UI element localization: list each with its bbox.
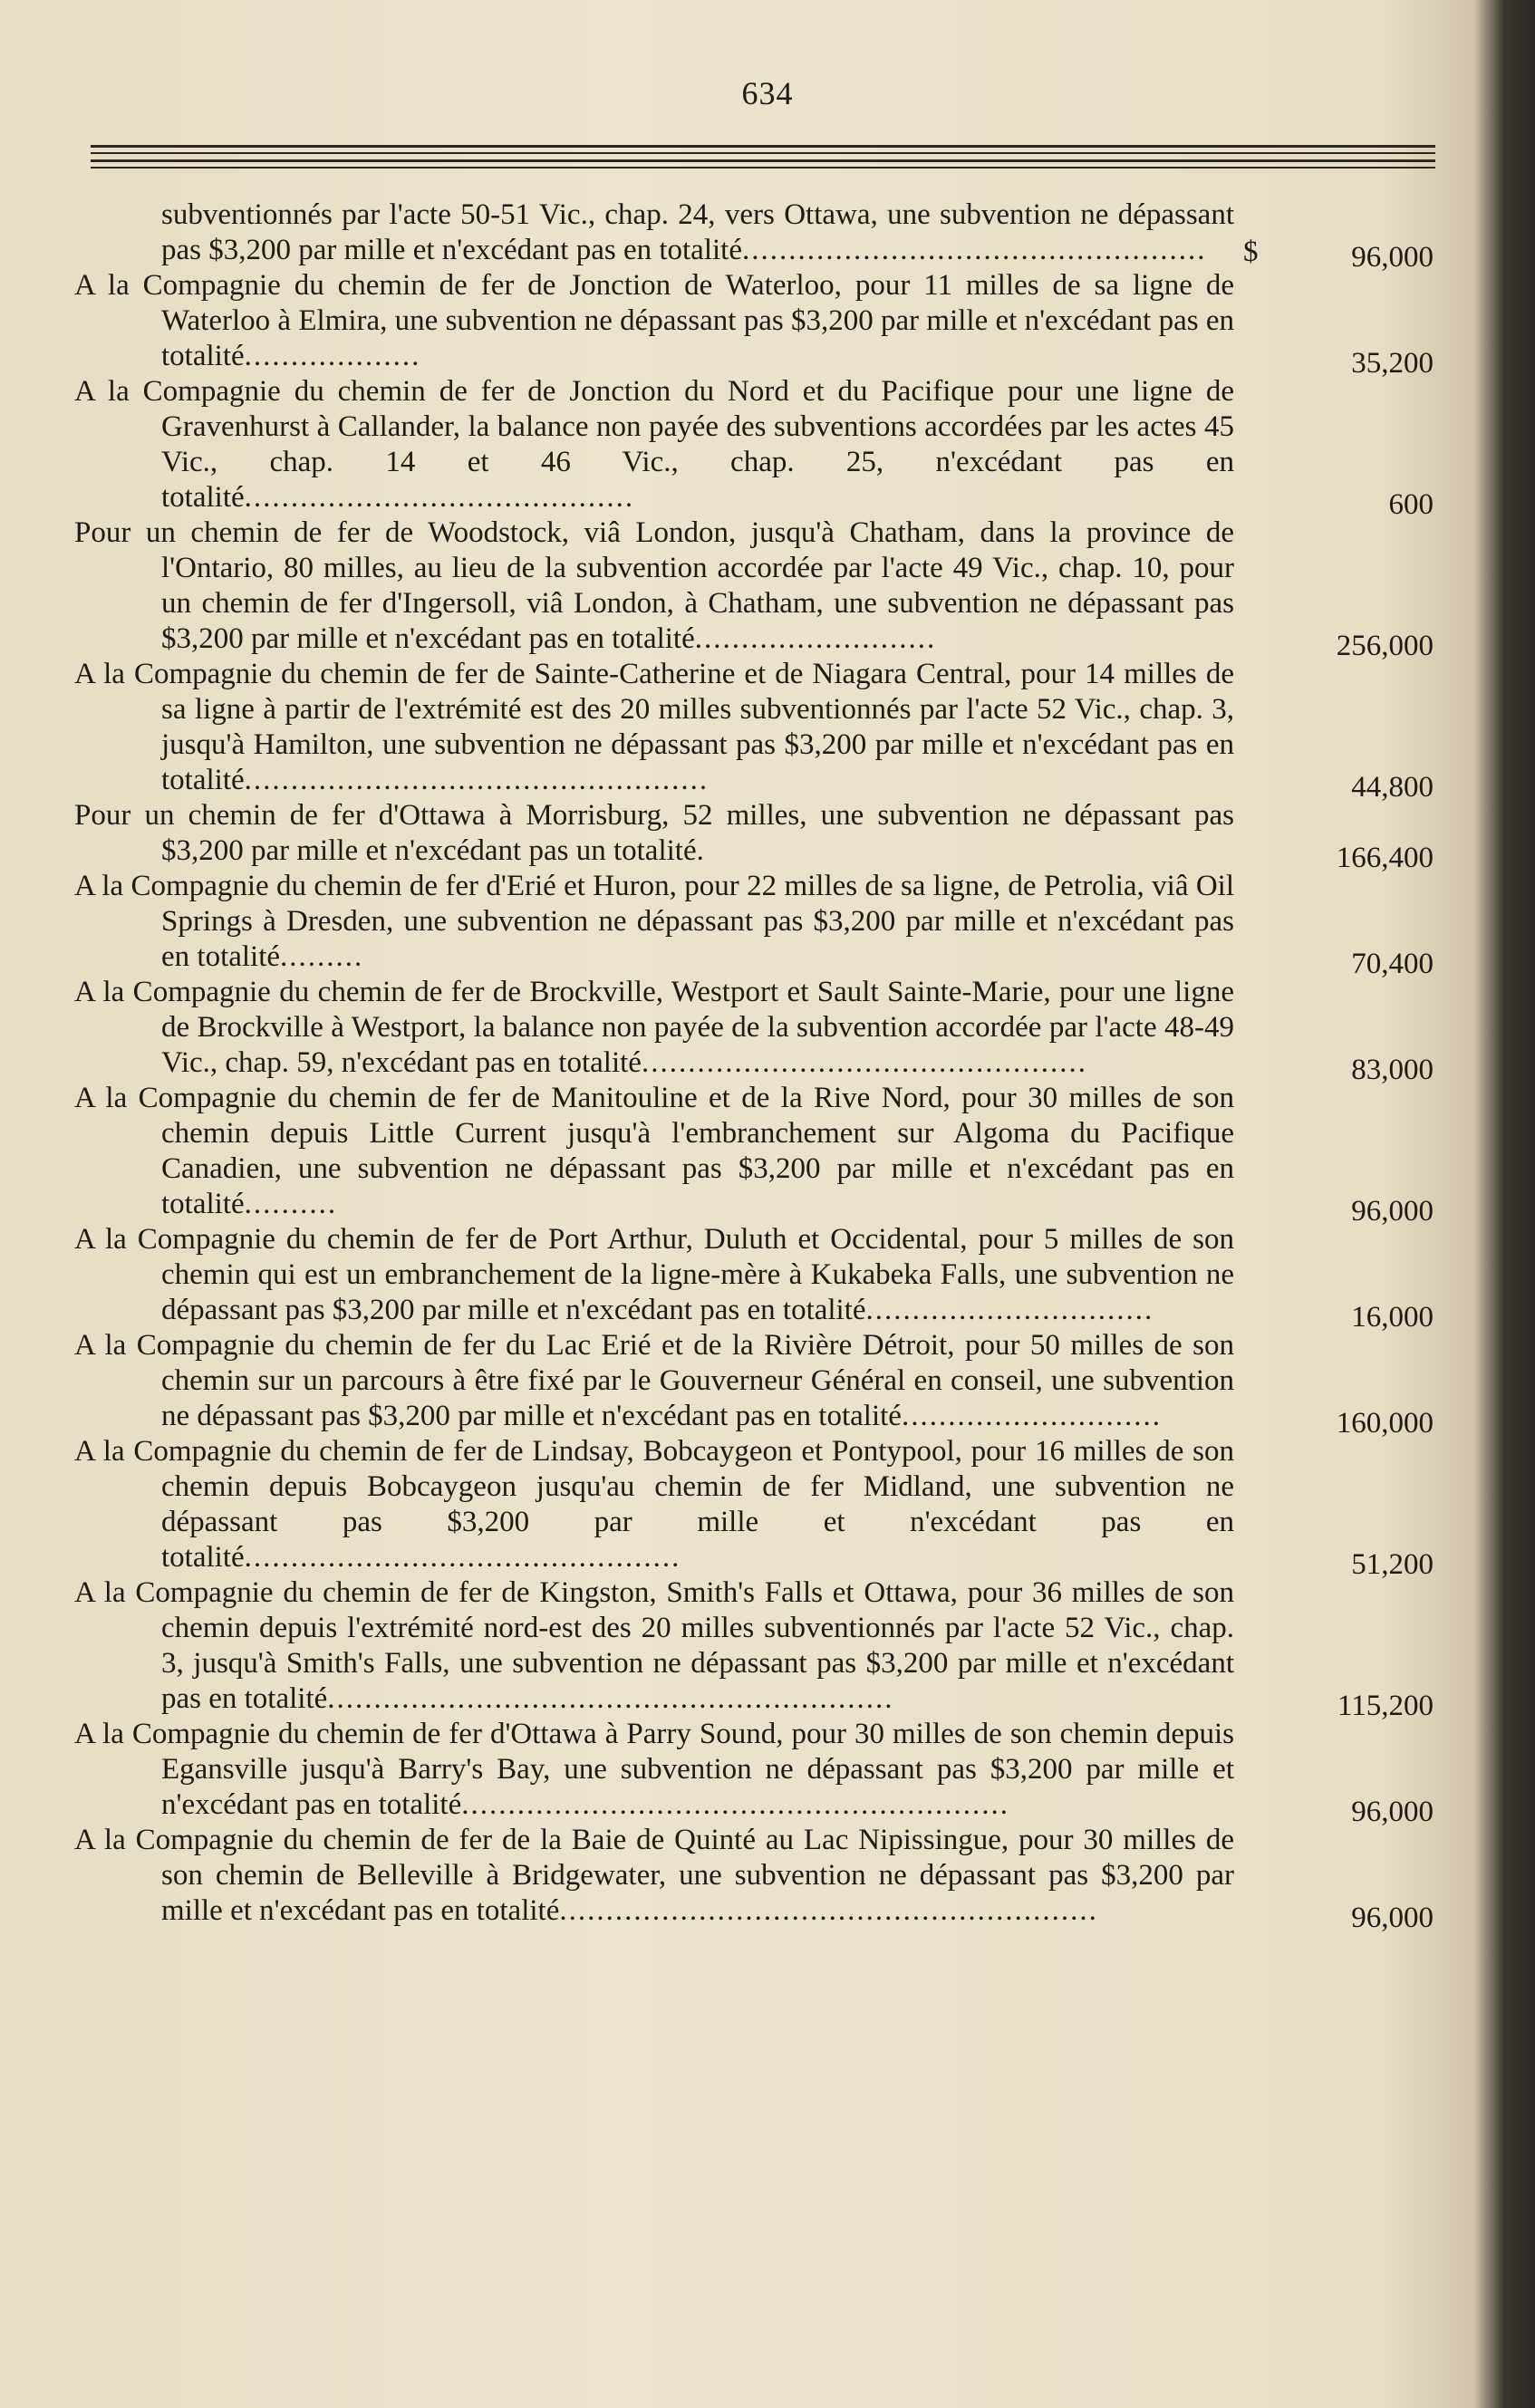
subsidy-entry — [74, 374, 1434, 521]
dot-leaders: ............................................................. — [327, 1682, 894, 1715]
entry-amount: 96,000 — [1351, 241, 1434, 274]
entry-amount: 51,200 — [1351, 1548, 1434, 1581]
dot-leaders: ............................................... — [244, 1541, 681, 1574]
entry-amount: 115,200 — [1337, 1690, 1434, 1722]
subsidy-entry — [74, 515, 1434, 662]
subsidy-entry — [74, 268, 1434, 380]
entry-text — [74, 197, 1234, 268]
dot-leaders: ................................................ — [641, 1046, 1087, 1079]
subsidy-entry — [74, 657, 1434, 804]
dot-leaders: ......... — [280, 940, 364, 973]
dot-leaders: ............................... — [865, 1294, 1154, 1326]
entry-description: A la Compagnie du chemin de fer du Lac Erié et de la Rivière Détroit, pour 50 milles de son chemin sur un parcours à être fixé par le Gouverneur Général en conseil, une subvention ne dépassant pas $3,200 par mille et n'excédant pas en totalité — [74, 1329, 1234, 1432]
entry-amount: 160,000 — [1336, 1407, 1434, 1440]
dot-leaders: .................................................. — [244, 764, 710, 796]
entry-text — [74, 657, 1234, 798]
entry-description: A la Compagnie du chemin de fer de la Baie de Quinté au Lac Nipissingue, pour 30 milles de son chemin de Belleville à Bridgewater, une subvention ne dépassant pas $3,200 par mille et n'excédant pas en totalité — [74, 1824, 1234, 1927]
subsidy-entry — [74, 197, 1434, 274]
page-number: 634 — [741, 75, 794, 111]
entry-text — [74, 975, 1234, 1081]
subsidy-entry — [74, 798, 1434, 874]
subsidy-entry — [74, 1717, 1434, 1828]
entry-description: A la Compagnie du chemin de fer d'Erié et Huron, pour 22 milles de sa ligne, de Petrolia, viâ Oil Springs à Dresden, une subvention ne dépassant pas $3,200 par mille et n'excédant pas en totalité — [74, 870, 1234, 973]
entry-text — [74, 1823, 1234, 1929]
entry-text — [74, 1081, 1234, 1222]
entry-text — [74, 515, 1234, 657]
dot-leaders: .......................... — [694, 622, 937, 655]
entry-text — [74, 1222, 1234, 1328]
dot-leaders: .................................................. — [742, 234, 1207, 266]
entry-description: A la Compagnie du chemin de fer de Brockville, Westport et Sault Sainte-Marie, pour une ligne de Brockville à Westport, la balance non payée de la subvention accordée par l'acte 48-49 Vic., chap. 59, n'excédant pas en totalité — [74, 976, 1234, 1079]
subsidy-entry — [74, 1222, 1434, 1334]
entry-text — [74, 869, 1234, 975]
entry-amount: 16,000 — [1351, 1301, 1434, 1334]
dot-leaders: ............................ — [901, 1400, 1162, 1432]
dot-leaders: ................... — [244, 340, 421, 372]
entry-text — [74, 1328, 1234, 1434]
header-rule — [91, 152, 1435, 154]
dot-leaders: ........................................................... — [461, 1788, 1009, 1821]
entry-text — [74, 1575, 1234, 1717]
subsidy-entry — [74, 1823, 1434, 1934]
header-rule — [91, 167, 1435, 169]
dot-leaders: .......... — [244, 1188, 338, 1220]
entry-amount: 166,400 — [1336, 842, 1434, 874]
entry-description: A la Compagnie du chemin de fer de Kingston, Smith's Falls et Ottawa, pour 36 milles de son chemin depuis l'extrémité nord-est des 20 milles subventionnés par l'acte 52 Vic., chap. 3, jusqu'à Smith's Falls, une subvention ne dépassant pas $3,200 par mille et n'excédant pas en totalité — [74, 1576, 1234, 1715]
subsidy-list — [74, 197, 1434, 1934]
entry-description: A la Compagnie du chemin de fer de Lindsay, Bobcaygeon et Pontypool, pour 16 milles de son chemin depuis Bobcaygeon jusqu'au chemin de fer Midland, une subvention ne dépassant pas $3,200 par mille et n'excédant pas en totalité — [74, 1435, 1234, 1574]
entry-amount: 35,200 — [1351, 347, 1434, 380]
entry-description: Pour un chemin de fer de Woodstock, viâ London, jusqu'à Chatham, dans la province de l'Ontario, 80 milles, au lieu de la subvention accordée par l'acte 49 Vic., chap. 10, pour un chemin de fer d'Ingersoll, viâ London, à Chatham, une subvention ne dépassant pas $3,200 par mille et n'excédant pas en totalité — [74, 516, 1234, 655]
entry-amount: 256,000 — [1336, 630, 1434, 662]
entry-text — [74, 1434, 1234, 1575]
header-rule — [91, 145, 1435, 148]
dot-leaders: .......................................................... — [559, 1894, 1098, 1927]
entry-amount: 44,800 — [1351, 771, 1434, 804]
entry-description: A la Compagnie du chemin de fer de Port Arthur, Duluth et Occidental, pour 5 milles de son chemin qui est un embranchement de la ligne-mère à Kukabeka Falls, une subvention ne dépassant pas $3,200 par mille et n'excédant pas en totalité — [74, 1223, 1234, 1326]
entry-amount: 96,000 — [1351, 1195, 1434, 1228]
subsidy-entry — [74, 1434, 1434, 1581]
currency-sign: $ — [1243, 236, 1259, 268]
entry-description: subventionnés par l'acte 50-51 Vic., chap. 24, vers Ottawa, une subvention ne dépassant pas $3,200 par mille et n'excédant pas en totalité — [161, 198, 1234, 266]
entry-text — [74, 798, 1234, 869]
subsidy-entry — [74, 1081, 1434, 1228]
entry-description: Pour un chemin de fer d'Ottawa à Morrisburg, 52 milles, une subvention ne dépassant pas $3,200 par mille et n'excédant pas un totalité. — [74, 799, 1234, 867]
entry-amount: 83,000 — [1351, 1054, 1434, 1086]
header-rule — [91, 159, 1435, 162]
entry-text — [74, 374, 1234, 515]
entry-amount: 600 — [1388, 488, 1434, 521]
subsidy-entry — [74, 1328, 1434, 1440]
entry-description: A la Compagnie du chemin de fer de Sainte-Catherine et de Niagara Central, pour 14 milles de sa ligne à partir de l'extrémité est des 20 milles subventionnés par l'acte 52 Vic., chap. 3, jusqu'à Hamilton, une subvention ne dépassant pas $3,200 par mille et n'excédant pas en totalité — [74, 658, 1234, 796]
entry-amount: 96,000 — [1351, 1902, 1434, 1934]
subsidy-entry — [74, 869, 1434, 980]
entry-description: A la Compagnie du chemin de fer de Jonction du Nord et du Pacifique pour une ligne de Gravenhurst à Callander, la balance non payée des subventions accordées par les actes 45 Vic., chap. 14 et 46 Vic., chap. 25, n'excédant pas en totalité — [74, 375, 1234, 514]
entry-amount: 96,000 — [1351, 1796, 1434, 1828]
subsidy-entry — [74, 975, 1434, 1086]
subsidy-entry — [74, 1575, 1434, 1722]
entry-description: A la Compagnie du chemin de fer d'Ottawa à Parry Sound, pour 30 milles de son chemin depuis Egansville jusqu'à Barry's Bay, une subvention ne dépassant pas $3,200 par mille et n'excédant pas en totalité — [74, 1718, 1234, 1821]
entry-text — [74, 268, 1234, 374]
entry-text — [74, 1717, 1234, 1823]
entry-description: A la Compagnie du chemin de fer de Jonction de Waterloo, pour 11 milles de sa ligne de Waterloo à Elmira, une subvention ne dépassant pas $3,200 par mille et n'excédant pas en totalité — [74, 269, 1234, 372]
entry-description: A la Compagnie du chemin de fer de Manitouline et de la Rive Nord, pour 30 milles de son chemin depuis Little Current jusqu'à l'embranchement sur Algoma du Pacifique Canadien, une subvention ne dépassant pas $3,200 par mille et n'excédant pas en totalité — [74, 1082, 1234, 1220]
entry-amount: 70,400 — [1351, 948, 1434, 980]
dot-leaders: .......................................... — [244, 481, 635, 514]
